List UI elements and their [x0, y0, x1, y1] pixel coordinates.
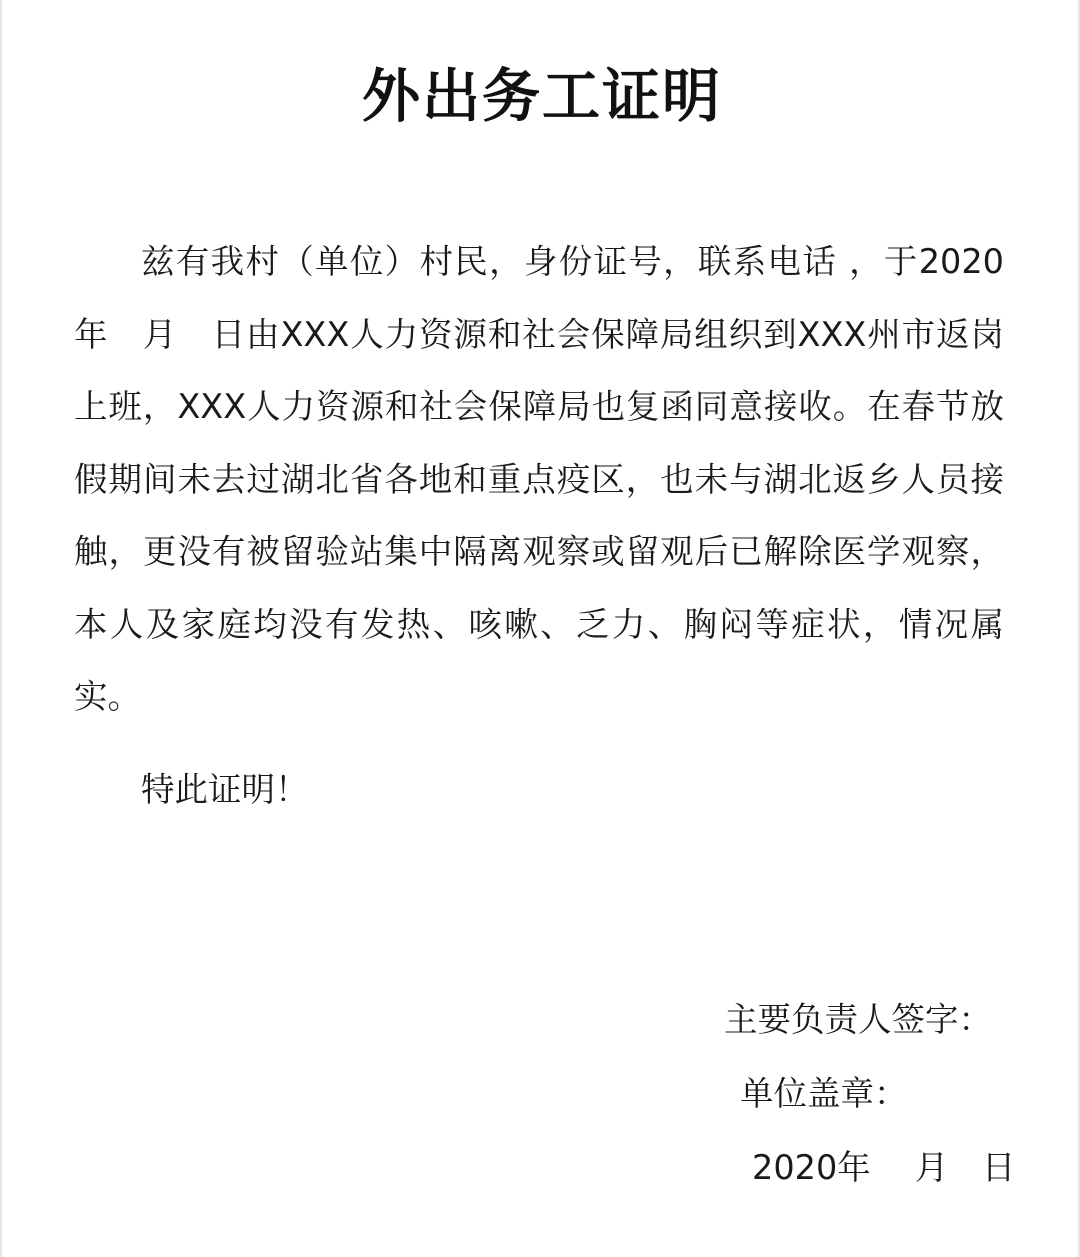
unit-seal-label: 单位盖章：: [740, 1074, 908, 1113]
document-closing: 特此证明！: [141, 770, 309, 809]
document-date: 2020年 月 日: [752, 1148, 1016, 1187]
document-title: 外出务工证明: [361, 62, 722, 130]
document-body-paragraph: 兹有我村（单位）村民，身份证号，联系电话 ，于2020年 月 日由XXX人力资源和社会保障局组织到XXX州市返岗上班，XXX人力资源和社会保障局也复函同意接收。在春节放假期间未去过湖北省各地和重点疫区，也未与湖北返乡人员接触，更没有被留验站集中隔离观察或留观后已解除医学观察，本人及家庭均没有发热、咳嗽、乏力、胸闷等症状，情况属实。: [74, 242, 1004, 716]
signature-responsible-person-label: 主要负责人签字：: [724, 1000, 992, 1039]
